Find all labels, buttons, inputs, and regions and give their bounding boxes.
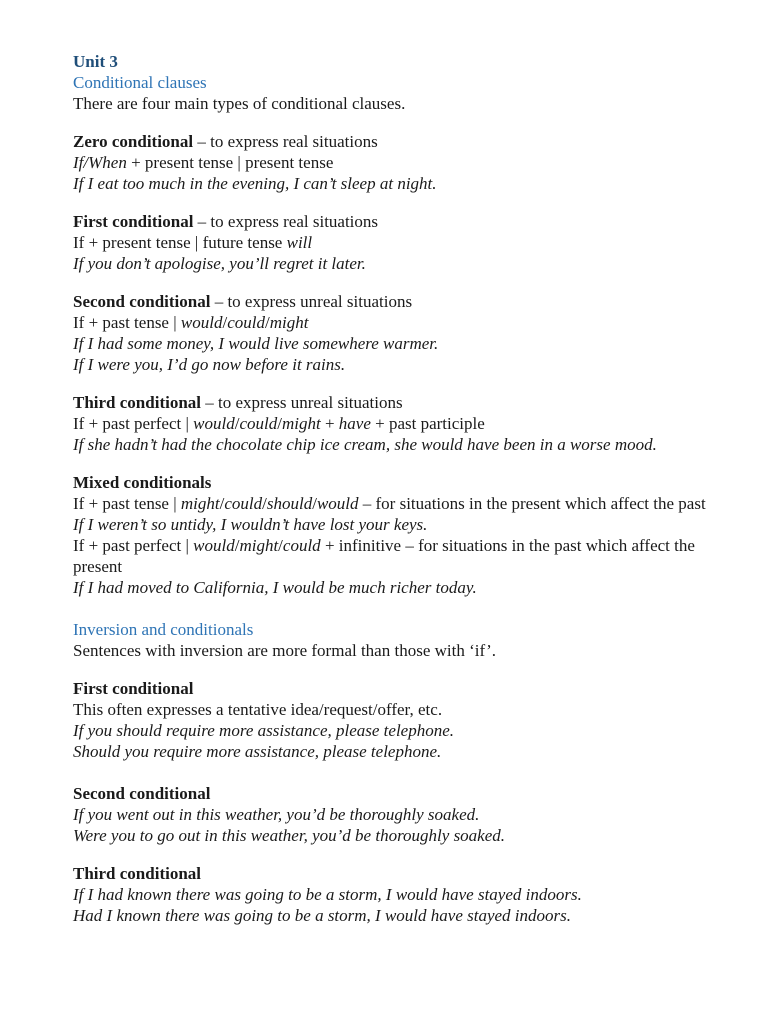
modal-should: should [266, 494, 313, 513]
modal-could: could [227, 313, 265, 332]
second-conditional-block [73, 291, 718, 375]
inversion-first-example-2 [73, 741, 718, 762]
section-heading-conditional-clauses: Conditional clauses [73, 73, 207, 92]
mixed-title-text: Mixed conditionals [73, 473, 212, 492]
slash: / [277, 414, 282, 433]
inversion-third-title [73, 863, 718, 884]
modal-might: might [180, 494, 220, 513]
slash: / [312, 494, 317, 513]
slash: / [219, 494, 225, 513]
zero-conditional-desc: – to express real situations [193, 132, 378, 151]
inversion-second-block [73, 783, 718, 846]
unit-title: Unit 3 [73, 52, 118, 71]
form-text: If + past tense | [73, 494, 181, 513]
modal-could: could [239, 414, 278, 433]
first-conditional-title: First conditional [73, 212, 194, 231]
slash: / [222, 313, 228, 332]
zero-conditional-title: Zero conditional [73, 132, 194, 151]
form-text: + past participle [370, 414, 485, 433]
modal-might: might [269, 313, 309, 332]
example-text: If I were you, I’d go now before it rains. [73, 355, 346, 374]
example-text: Had I known there was going to be a storm, I would have stayed indoors. [73, 906, 571, 925]
form-text: – for situations in the present which affect the past [358, 494, 706, 513]
slash: / [234, 414, 240, 433]
third-conditional-form [73, 413, 718, 434]
inversion-second-example-2 [73, 825, 718, 846]
mixed-conditionals-title [73, 472, 718, 493]
slash: / [262, 494, 267, 513]
modal-might: might [281, 414, 321, 433]
modal-could: could [224, 494, 263, 513]
modal-have: have [338, 414, 371, 433]
inversion-third-example-1 [73, 884, 718, 905]
section-heading-inversion: Inversion and conditionals [73, 620, 254, 639]
modal-would: would [193, 414, 235, 433]
example-text: Were you to go out in this weather, you’d be thoroughly soaked. [73, 826, 506, 845]
form-text: If + past perfect | [73, 414, 194, 433]
third-conditional-example [73, 434, 718, 455]
example-text: If you went out in this weather, you’d be thoroughly soaked. [73, 805, 480, 824]
section-intro: There are four main types of conditional clauses. [73, 94, 406, 113]
second-conditional-form [73, 312, 718, 333]
second-conditional-example-1 [73, 333, 718, 354]
first-conditional-desc: – to express real situations [193, 212, 379, 231]
example-text: If I had known there was going to be a storm, I would have stayed indoors. [73, 885, 582, 904]
title-text: Third conditional [73, 864, 202, 883]
inversion-second-title [73, 783, 718, 804]
inversion-first-desc: This often expresses a tentative idea/request/offer, etc. [73, 700, 443, 719]
example-text: If I eat too much in the evening, I can’t sleep at night. [73, 174, 437, 193]
second-conditional-header [73, 291, 718, 312]
third-conditional-block [73, 392, 718, 455]
inversion-first-block [73, 678, 718, 762]
mixed-conditionals-form-1 [73, 493, 718, 514]
third-conditional-desc: – to express unreal situations [201, 393, 403, 412]
example-text: If I had moved to California, I would be much richer today. [73, 578, 477, 597]
first-conditional-example [73, 253, 718, 274]
example-text: If you should require more assistance, please telephone. [73, 721, 455, 740]
form-text: If + present tense | future tense [73, 233, 287, 252]
zero-conditional-header [73, 131, 718, 152]
first-conditional-header [73, 211, 718, 232]
plus: + [320, 414, 339, 433]
slash: / [264, 313, 270, 332]
first-conditional-form [73, 232, 718, 253]
inversion-first-example-1 [73, 720, 718, 741]
example-text: If I weren’t so untidy, I wouldn’t have lost your keys. [73, 515, 428, 534]
form-text: + present tense | present tense [126, 153, 334, 172]
inversion-first-title [73, 678, 718, 699]
modal-might: might [239, 536, 279, 555]
first-conditional-block [73, 211, 718, 274]
form-italic: If/When [73, 153, 127, 172]
slash: / [234, 536, 240, 555]
mixed-conditionals-form-2 [73, 535, 718, 577]
second-conditional-title: Second conditional [73, 292, 211, 311]
second-conditional-example-2 [73, 354, 718, 375]
third-conditional-header [73, 392, 718, 413]
inversion-intro: Sentences with inversion are more formal than those with ‘if’. [73, 641, 496, 660]
form-text: If + past tense | [73, 313, 181, 332]
modal-would: would [180, 313, 223, 332]
modal-would: would [193, 536, 235, 555]
mixed-conditionals-example-1 [73, 514, 718, 535]
example-text: If you don’t apologise, you’ll regret it later. [73, 254, 366, 273]
zero-conditional-example [73, 173, 718, 194]
inversion-third-example-2 [73, 905, 718, 926]
zero-conditional-form [73, 152, 718, 173]
third-conditional-title: Third conditional [73, 393, 202, 412]
zero-conditional-block [73, 131, 718, 194]
title-text: Second conditional [73, 784, 211, 803]
second-conditional-desc: – to express unreal situations [210, 292, 413, 311]
modal-would: would [316, 494, 359, 513]
form-text: + infinitive – for situations in the past which affect the present [73, 536, 695, 576]
title-text: First conditional [73, 679, 194, 698]
example-text: Should you require more assistance, please telephone. [73, 742, 442, 761]
slash: / [278, 536, 283, 555]
form-italic: will [286, 233, 313, 252]
example-text: If she hadn’t had the chocolate chip ice cream, she would have been in a worse mood. [73, 435, 657, 454]
inversion-section [73, 619, 718, 661]
form-text: If + past perfect | [73, 536, 194, 555]
mixed-conditionals-block [73, 472, 718, 598]
example-text: If I had some money, I would live somewhere warmer. [73, 334, 439, 353]
inversion-third-block [73, 863, 718, 926]
modal-could: could [282, 536, 321, 555]
mixed-conditionals-example-2 [73, 577, 718, 598]
inversion-second-example-1 [73, 804, 718, 825]
